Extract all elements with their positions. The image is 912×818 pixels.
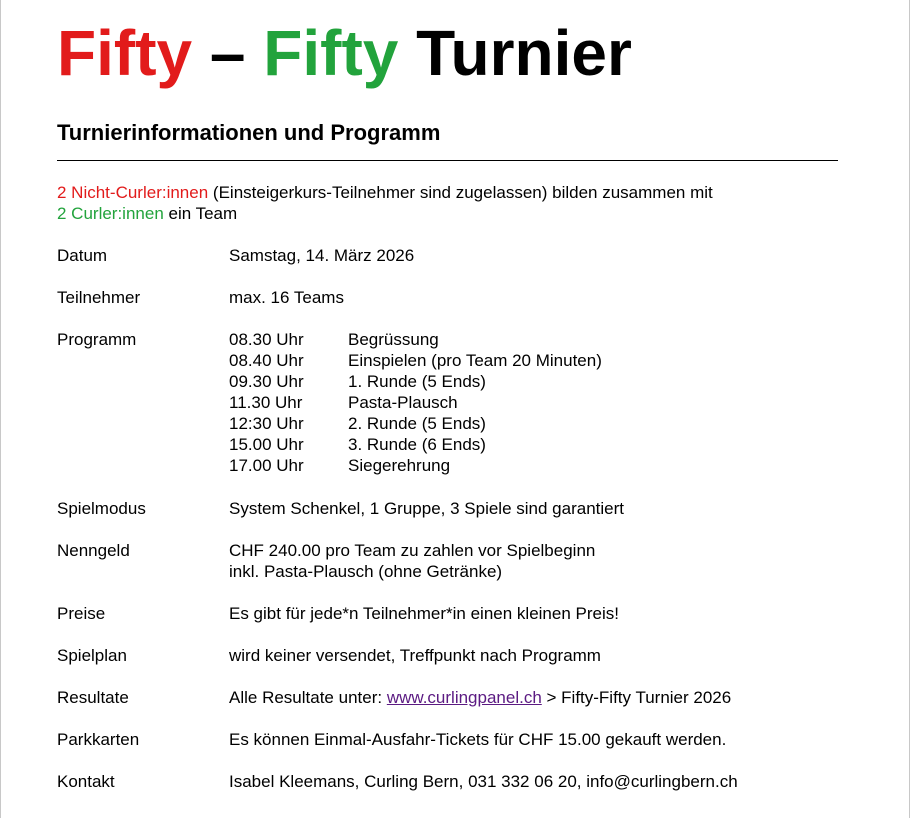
info-value: System Schenkel, 1 Gruppe, 3 Spiele sind garantiert [229,499,624,518]
schedule-time: 15.00 Uhr [229,435,304,454]
schedule-item [229,434,602,455]
info-value [229,540,595,582]
intro-line-1-rest: (Einsteigerkurs-Teilnehmer sind zugelassen) bilden zusammen mit [208,183,713,202]
resultate-prefix: Alle Resultate unter: [229,688,387,707]
schedule-time: 09.30 Uhr [229,372,304,391]
info-value [229,687,731,708]
intro-red-text: 2 Nicht-Curler:innen [57,183,209,202]
info-label: Kontakt [57,772,115,791]
info-value: Es gibt für jede*n Teilnehmer*in einen kleinen Preis! [229,604,619,623]
schedule-time: 08.30 Uhr [229,330,304,349]
schedule-list [229,329,602,476]
schedule-item [229,392,602,413]
info-label: Teilnehmer [57,288,141,307]
schedule-time: 12:30 Uhr [229,414,304,433]
info-label: Programm [57,330,137,349]
schedule-item [229,350,602,371]
info-value: wird keiner versendet, Treffpunkt nach Programm [229,646,601,665]
schedule-event: Begrüssung [348,330,439,349]
schedule-item [229,329,602,350]
title-turnier: Turnier [398,17,632,89]
intro-green-text: 2 Curler:innen [57,204,164,223]
intro-line-2 [57,203,713,224]
nenngeld-line-1: CHF 240.00 pro Team zu zahlen vor Spielbeginn [229,541,596,560]
title-dash: – [192,17,264,89]
info-label: Resultate [57,688,129,707]
info-label: Parkkarten [57,730,140,749]
schedule-item [229,413,602,434]
info-label: Preise [57,604,106,623]
schedule-time: 17.00 Uhr [229,456,304,475]
schedule-event: Pasta-Plausch [348,393,458,412]
schedule-time: 08.40 Uhr [229,351,304,370]
intro-line-1 [57,182,713,203]
title-fifty-green: Fifty [263,17,399,89]
schedule-item [229,371,602,392]
info-label: Spielplan [57,646,127,665]
intro-paragraph [57,182,713,224]
intro-line-2-rest: ein Team [163,204,238,223]
info-label: Nenngeld [57,541,130,560]
title-fifty-red: Fifty [57,17,193,89]
schedule-event: Siegerehrung [348,456,451,475]
info-value: Es können Einmal-Ausfahr-Tickets für CHF 15.00 gekauft werden. [229,730,727,749]
nenngeld-line-2: inkl. Pasta-Plausch (ohne Getränke) [229,562,503,581]
info-value: Isabel Kleemans, Curling Bern, 031 332 06 20, info@curlingbern.ch [229,772,738,791]
info-label: Datum [57,246,108,265]
schedule-item [229,455,602,476]
info-value: max. 16 Teams [229,288,344,307]
curlingpanel-link[interactable]: www.curlingpanel.ch [386,688,542,707]
resultate-suffix: > Fifty-Fifty Turnier 2026 [541,688,732,707]
horizontal-rule [57,160,838,161]
document-subtitle: Turnierinformationen und Programm [57,120,441,145]
schedule-time: 11.30 Uhr [229,393,303,412]
document-title [57,15,632,91]
schedule-event: 1. Runde (5 Ends) [348,372,486,391]
schedule-event: 2. Runde (5 Ends) [348,414,486,433]
info-value: Samstag, 14. März 2026 [229,246,415,265]
schedule-event: 3. Runde (6 Ends) [348,435,486,454]
schedule-event: Einspielen (pro Team 20 Minuten) [348,351,602,370]
info-label: Spielmodus [57,499,146,518]
